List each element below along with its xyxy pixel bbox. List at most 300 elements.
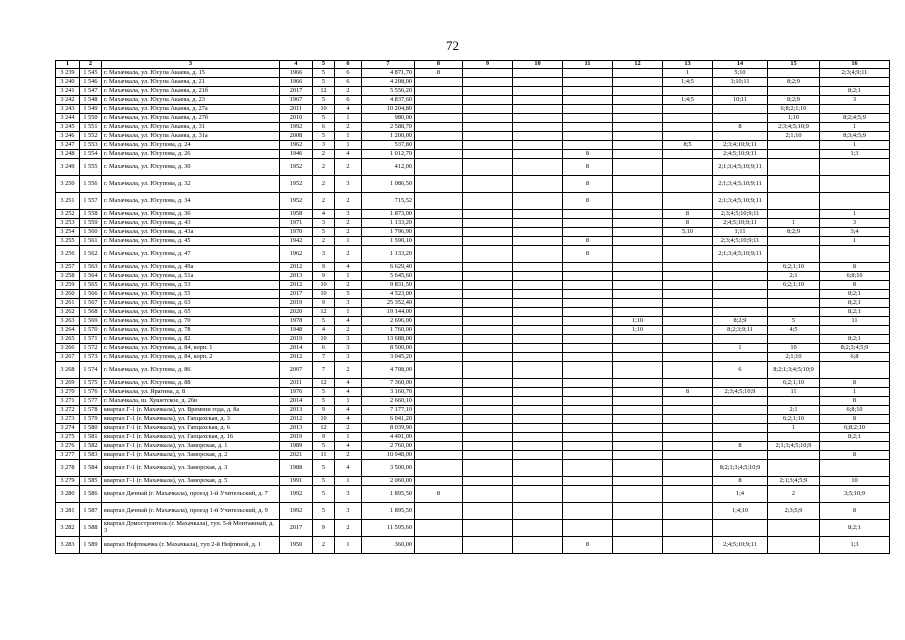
table-cell: 8;2;1 [820,335,890,344]
table-cell: 1 546 [80,78,102,87]
table-cell [415,406,463,415]
table-cell: 1 560 [80,228,102,237]
table-cell [513,141,563,150]
table-cell [563,141,613,150]
table-cell: 1 [335,477,362,486]
table-cell: 537,80 [362,141,415,150]
table-cell [613,290,663,299]
table-cell [613,503,663,520]
table-cell: 3 [335,176,362,193]
table-cell [613,193,663,210]
table-cell: 7 360,00 [362,379,415,388]
table-cell: 2019 [280,299,313,308]
table-cell [820,442,890,451]
table-cell: 1976 [280,388,313,397]
table-cell: 4 [335,415,362,424]
table-cell [463,335,513,344]
table-cell: 11 595,60 [362,520,415,537]
table-cell [713,406,768,415]
table-cell [563,317,613,326]
table-cell: 1 588 [80,520,102,537]
table-cell: 1 557 [80,193,102,210]
table-cell [613,308,663,317]
table-cell [768,290,820,299]
table-cell: 4 [335,150,362,159]
table-cell [463,486,513,503]
table-cell [768,193,820,210]
table-cell [820,176,890,193]
table-cell [713,433,768,442]
table-cell: 1 581 [80,433,102,442]
table-cell: 8;2;1;3;4;5;10;9 [713,460,768,477]
table-cell [415,299,463,308]
table-cell: г. Махачкала, ул. Юсупа Акаева, д. 27б [102,114,280,123]
table-row [56,520,890,537]
table-cell [563,379,613,388]
table-cell [663,272,713,281]
table-cell: 3 160,70 [362,388,415,397]
table-cell: 1 547 [80,87,102,96]
table-cell: 12 [313,379,335,388]
table-cell [415,442,463,451]
table-row [56,537,890,554]
table-cell: 9 [313,406,335,415]
table-cell: 1;4;10 [713,503,768,520]
table-cell: 8;2;9 [768,78,820,87]
table-cell [820,105,890,114]
table-cell: 8;2;1 [820,520,890,537]
table-cell: 2 060,00 [362,477,415,486]
table-cell: 1 579 [80,415,102,424]
table-cell: 4 [313,326,335,335]
table-cell: 3 265 [56,335,80,344]
table-cell: 1 [335,237,362,246]
table-cell [613,246,663,263]
table-cell [463,503,513,520]
table-cell: 2;4;5;10;9;11 [713,219,768,228]
table-cell: г. Махачкала, ул. Юсупова, д. 55 [102,290,280,299]
table-cell: квартал Г-1 (г. Махачкала), ул. Гапцахская, д. 6 [102,424,280,433]
table-cell [563,114,613,123]
table-cell: 2 [335,520,362,537]
table-cell [513,246,563,263]
table-cell: 1966 [280,69,313,78]
table-cell: 3 [820,96,890,105]
table-cell: 1;4 [713,486,768,503]
table-cell: 8 [563,237,613,246]
table-cell [513,503,563,520]
table-cell: 3 259 [56,281,80,290]
table-cell [415,281,463,290]
table-cell: 5 [313,397,335,406]
table-cell: 2 [313,537,335,554]
table-cell: 3 [335,299,362,308]
table-cell [563,486,613,503]
table-cell: 1;10 [613,326,663,335]
table-cell: 9 831,50 [362,281,415,290]
table-cell: 3 275 [56,433,80,442]
table-cell: 5 [313,69,335,78]
table-cell: 1 [335,272,362,281]
table-cell: 5 556,20 [362,87,415,96]
table-cell: 4 491,00 [362,433,415,442]
table-row [56,486,890,503]
table-cell: 2 [335,159,362,176]
column-header: 13 [663,61,713,69]
table-cell: 4 708,00 [362,362,415,379]
table-cell: 8 [563,193,613,210]
table-cell: 5 [313,132,335,141]
table-cell [613,477,663,486]
table-cell: 8 [563,150,613,159]
table-cell [563,353,613,362]
table-cell [613,132,663,141]
table-cell: 5 [313,114,335,123]
table-cell: 3 281 [56,503,80,520]
table-cell [513,237,563,246]
table-cell: 3 267 [56,353,80,362]
table-cell [563,210,613,219]
table-cell [415,317,463,326]
table-row [56,272,890,281]
table-cell: 6 629,40 [362,263,415,272]
table-cell: 1 [713,344,768,353]
table-cell: 1 [820,210,890,219]
table-cell: 4 [335,406,362,415]
table-cell: 2 [335,362,362,379]
table-cell: г. Махачкала, ул. Юсупова, д. 65 [102,308,280,317]
table-cell [613,105,663,114]
table-cell [513,460,563,477]
table-cell: 5 [313,388,335,397]
table-cell: 2020 [280,308,313,317]
table-cell [513,406,563,415]
table-cell [663,317,713,326]
table-cell [415,520,463,537]
table-cell: 2;1;3;4;5;10;9;11 [713,159,768,176]
table-cell [463,69,513,78]
table-cell: 2 [335,246,362,263]
table-cell: 11 [768,388,820,397]
table-cell [415,379,463,388]
table-cell [415,397,463,406]
table-cell: 3 242 [56,96,80,105]
table-cell: 2;3;4;5;10;9 [713,388,768,397]
table-cell: 8 [713,442,768,451]
table-cell [713,353,768,362]
table-cell: 6 [313,344,335,353]
table-cell: 5 [313,486,335,503]
table-cell [613,272,663,281]
table-cell: 5 [313,460,335,477]
table-cell: 3 250 [56,176,80,193]
table-cell [415,141,463,150]
table-cell [513,299,563,308]
table-cell: 5 [335,290,362,299]
table-cell [768,237,820,246]
table-cell: 2013 [280,406,313,415]
table-cell: 1 564 [80,272,102,281]
table-cell: 6;2;1;10 [768,415,820,424]
table-cell [613,176,663,193]
table-cell: 1958 [280,210,313,219]
table-cell: 1 549 [80,105,102,114]
table-cell: 1 760,00 [362,326,415,335]
table-cell [463,308,513,317]
table-cell [463,344,513,353]
table-cell [613,520,663,537]
table-cell: 8;2;3;9;11 [713,326,768,335]
table-cell [768,397,820,406]
table-cell: 1 554 [80,150,102,159]
table-cell: 1 133,20 [362,219,415,228]
table-cell [613,406,663,415]
table-cell [513,308,563,317]
table-cell: 3 276 [56,442,80,451]
table-cell [415,326,463,335]
table-cell [513,78,563,87]
table-cell: 1 572 [80,344,102,353]
table-row [56,460,890,477]
table-row [56,344,890,353]
table-cell: 4 208,00 [362,78,415,87]
table-cell: 2 [335,281,362,290]
table-cell [513,114,563,123]
column-header: 1 [56,61,80,69]
table-cell [513,123,563,132]
table-cell: 1 576 [80,388,102,397]
table-cell: 1 [768,219,820,228]
table-cell: г. Махачкала, ул. Юсупова, д. 53 [102,281,280,290]
table-cell: 1 566 [80,290,102,299]
table-cell: 5 645,60 [362,272,415,281]
table-row [56,397,890,406]
table-cell: 1 [820,141,890,150]
table-cell: 1;10 [768,114,820,123]
table-cell [463,451,513,460]
table-cell: 25 352,40 [362,299,415,308]
table-cell: 2 [335,87,362,96]
table-cell: 8;2;9 [713,317,768,326]
table-cell [563,290,613,299]
table-cell [415,159,463,176]
table-cell: 3 251 [56,193,80,210]
table-cell [463,96,513,105]
table-cell: 2014 [280,397,313,406]
table-cell [513,362,563,379]
table-cell: 8;2;1 [820,299,890,308]
table-cell: 2;1;3;4;5;10;9;11 [713,193,768,210]
table-row [56,219,890,228]
table-cell [415,433,463,442]
table-row [56,335,890,344]
table-cell: 1 582 [80,442,102,451]
table-cell: 2007 [280,362,313,379]
table-cell [613,219,663,228]
table-cell [663,433,713,442]
table-cell: квартал Нефтекачка (г. Махачкала), туп 2-й Нефтяной, д. 1 [102,537,280,554]
table-cell [768,335,820,344]
table-cell: 10 [313,281,335,290]
table-row [56,96,890,105]
table-cell [513,344,563,353]
table-cell: 1 569 [80,317,102,326]
table-cell [463,281,513,290]
table-cell: 1962 [280,246,313,263]
table-cell: 2012 [280,353,313,362]
table-cell: квартал Г-1 (г. Махачкала), ул. Заморская, д. 5 [102,477,280,486]
table-cell: 10 [313,105,335,114]
table-cell: г. Махачкала, ул. Юсупова, д. 84, корп. 2 [102,353,280,362]
table-cell [713,114,768,123]
table-cell [663,193,713,210]
table-row [56,388,890,397]
table-cell [513,210,563,219]
table-cell [563,272,613,281]
table-cell: 12 [313,87,335,96]
table-cell: 8 [563,246,613,263]
table-cell [768,451,820,460]
table-cell [415,460,463,477]
table-cell: 8 [820,281,890,290]
table-cell: 1 [335,433,362,442]
table-cell: 6;8;2;1;10 [768,105,820,114]
table-cell: 3 272 [56,406,80,415]
table-cell: 1 553 [80,141,102,150]
table-cell: 3 252 [56,210,80,219]
table-cell [613,379,663,388]
table-cell: 8 [663,388,713,397]
table-cell [513,193,563,210]
table-cell: 4 [335,317,362,326]
table-cell: г. Махачкала, ул. Юсупова, д. 86 [102,362,280,379]
table-row [56,379,890,388]
table-cell [563,477,613,486]
table-cell [613,210,663,219]
table-cell: 2 [313,159,335,176]
table-cell [663,176,713,193]
table-cell: 10 [313,415,335,424]
table-cell [415,308,463,317]
table-cell [463,299,513,308]
table-cell [513,397,563,406]
table-cell: 10;11 [713,96,768,105]
table-cell: 8 [563,537,613,554]
table-row [56,299,890,308]
column-header: 16 [820,61,890,69]
table-cell [663,537,713,554]
table-cell: 9 [313,299,335,308]
table-cell [513,159,563,176]
table-cell: 2 [313,150,335,159]
table-row [56,442,890,451]
table-cell: 3 [313,141,335,150]
table-cell [820,362,890,379]
table-cell: 3 [335,353,362,362]
table-cell: 5 [768,317,820,326]
table-cell: 8 [563,176,613,193]
table-cell: 1 [335,397,362,406]
table-cell: 3 254 [56,228,80,237]
table-cell: 1992 [280,123,313,132]
table-cell: 2;3;4;5;10;9;11 [713,210,768,219]
table-cell: 5 [313,442,335,451]
table-cell: 4 [335,105,362,114]
table-cell: 1978 [280,317,313,326]
table-cell [613,237,663,246]
table-cell [713,308,768,317]
table-cell [663,424,713,433]
table-row [56,290,890,299]
table-cell: 1 551 [80,123,102,132]
table-row [56,451,890,460]
table-cell [513,132,563,141]
table-cell [613,397,663,406]
table-cell: 1;3 [820,537,890,554]
table-cell [663,150,713,159]
table-row [56,317,890,326]
table-cell: 1 585 [80,477,102,486]
table-cell [463,237,513,246]
table-cell [713,397,768,406]
table-cell [713,281,768,290]
table-cell: 3 [335,335,362,344]
table-cell: 3 271 [56,397,80,406]
table-cell: 1 545 [80,69,102,78]
column-header: 15 [768,61,820,69]
table-cell: 3 256 [56,246,80,263]
table-cell: 2012 [280,281,313,290]
table-cell [713,415,768,424]
table-cell: г. Махачкала, ул. Ярагина, д. 8 [102,388,280,397]
table-cell: 2 [335,219,362,228]
table-cell: 1 568 [80,308,102,317]
table-cell: 4 837,60 [362,96,415,105]
table-cell [713,105,768,114]
table-row [56,353,890,362]
table-cell: 1;3 [820,150,890,159]
table-cell: 8;2;3;4;5;9 [820,344,890,353]
table-cell: 1 558 [80,210,102,219]
table-cell: 2;3;4;10;9;11 [713,141,768,150]
table-cell: г. Махачкала, ул. Юсупа Акаева, д. 23 [102,96,280,105]
column-header: 2 [80,61,102,69]
table-cell: 1;10 [613,317,663,326]
table-cell [768,299,820,308]
table-cell [563,299,613,308]
table-cell [463,379,513,388]
table-cell: 3 [820,219,890,228]
table-cell: квартал Г-1 (г. Махачкала), ул. Заморская, д. 3 [102,460,280,477]
table-cell: 3 264 [56,326,80,335]
table-cell [563,451,613,460]
table-cell: 3 243 [56,105,80,114]
table-cell: г. Махачкала, ул. Юсупа Акаева, д. 31 [102,123,280,132]
table-cell: 8 [820,415,890,424]
table-cell: 5;10 [663,228,713,237]
table-cell: 12 [313,424,335,433]
table-cell [613,362,663,379]
table-cell [513,272,563,281]
table-cell: 1 565 [80,281,102,290]
table-cell [513,451,563,460]
table-cell [463,78,513,87]
table-cell: г. Махачкала, ул. Юсупа Акаева, д. 21б [102,87,280,96]
table-cell: 11 [820,317,890,326]
table-cell: 2013 [280,272,313,281]
table-cell [713,299,768,308]
table-cell [463,388,513,397]
